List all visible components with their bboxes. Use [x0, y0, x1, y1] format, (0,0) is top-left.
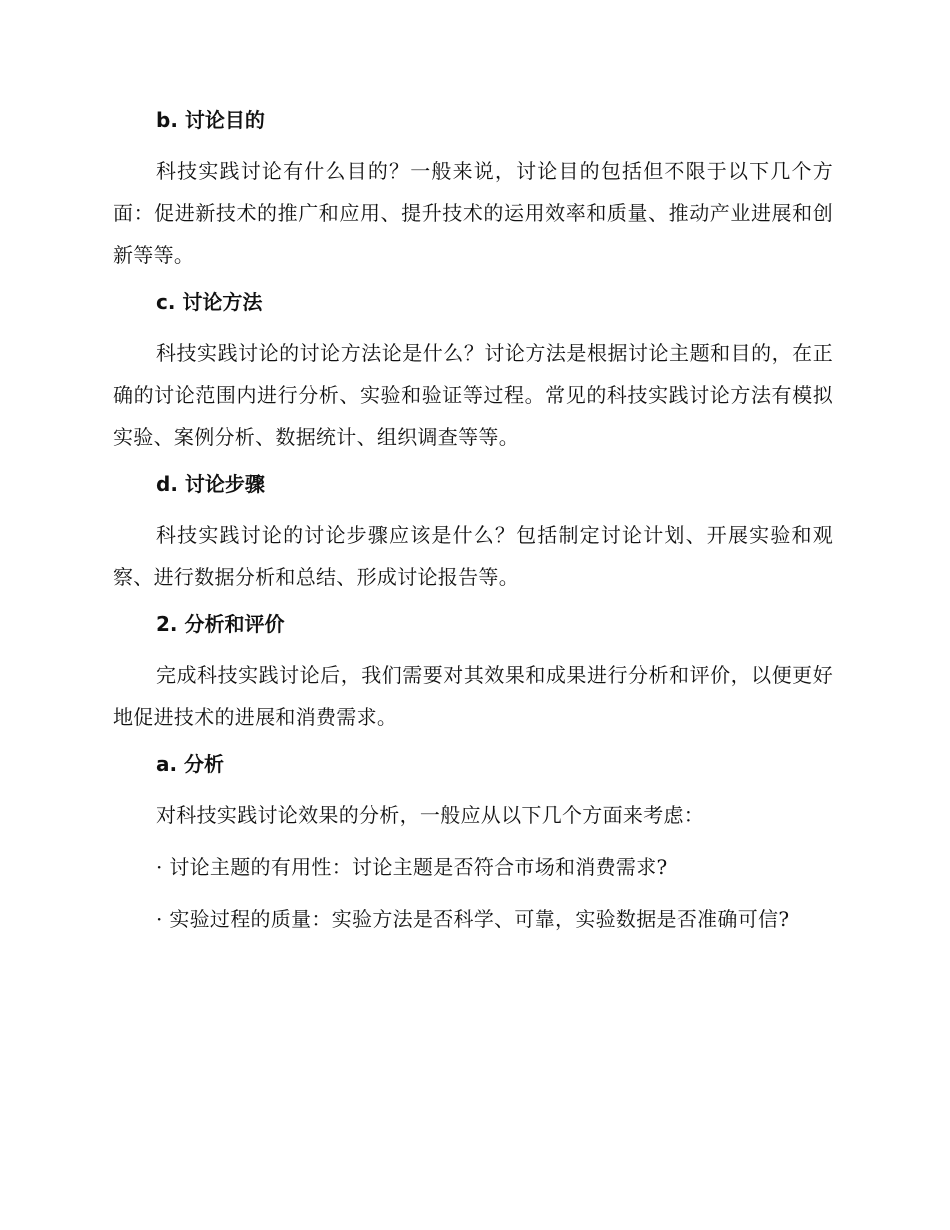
bullet-item-2: · 实验过程的质量：实验方法是否科学、可靠，实验数据是否准确可信? [156, 907, 790, 931]
document-body [113, 104, 833, 950]
section-heading-b: b. 讨论目的 [156, 108, 265, 132]
bullet-item-1: · 讨论主题的有用性：讨论主题是否符合市场和消费需求? [156, 855, 668, 879]
section-paragraph-c: 科技实践讨论的讨论方法论是什么？讨论方法是根据讨论主题和目的，在正确的讨论范围内进行分析、实验和验证等过程。常见的科技实践讨论方法有模拟实验、案例分析、数据统计、组织调查等等。 [113, 341, 833, 449]
section-heading-a: a. 分析 [156, 752, 225, 776]
section-heading-c: c. 讨论方法 [156, 290, 263, 314]
section-paragraph-2: 完成科技实践讨论后，我们需要对其效果和成果进行分析和评价，以便更好地促进技术的进展和消费需求。 [113, 663, 833, 729]
section-paragraph-d: 科技实践讨论的讨论步骤应该是什么？包括制定讨论计划、开展实验和观察、进行数据分析和总结、形成讨论报告等。 [113, 523, 833, 589]
section-heading-2: 2. 分析和评价 [156, 612, 285, 636]
section-paragraph-a: 对科技实践讨论效果的分析，一般应从以下几个方面来考虑： [156, 803, 705, 827]
section-paragraph-b: 科技实践讨论有什么目的？一般来说，讨论目的包括但不限于以下几个方面：促进新技术的推广和应用、提升技术的运用效率和质量、推动产业进展和创新等等。 [113, 159, 833, 267]
section-heading-d: d. 讨论步骤 [156, 472, 265, 496]
